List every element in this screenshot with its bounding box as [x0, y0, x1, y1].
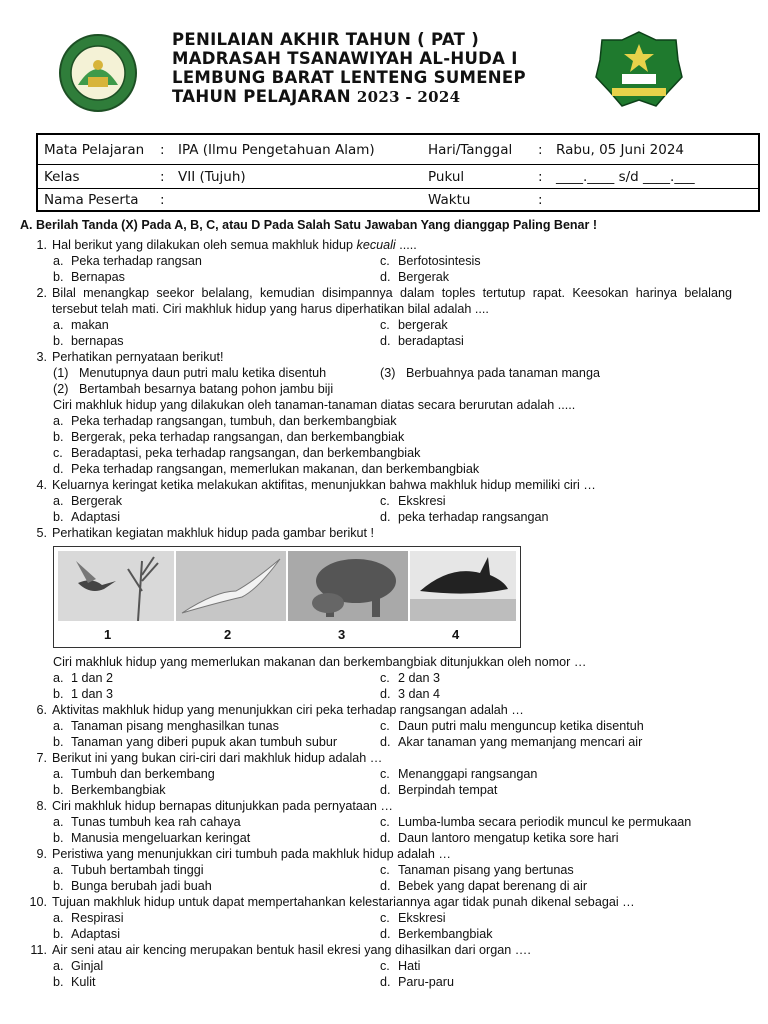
question-number: 2.: [36, 286, 47, 300]
seagull-photo: [176, 551, 286, 621]
option-d[interactable]: [380, 734, 730, 750]
statement-text: Bertambah besarnya batang pohon jambu biji: [79, 382, 334, 396]
question-5: [0, 525, 768, 541]
statement-1: [53, 365, 380, 381]
option-text: 1 dan 2: [71, 671, 114, 685]
statement-number: (2): [53, 382, 69, 396]
option-b[interactable]: [53, 686, 380, 702]
option-d[interactable]: [380, 926, 730, 942]
separator: :: [538, 168, 543, 185]
option-d[interactable]: [380, 878, 730, 894]
option-letter: b.: [53, 927, 64, 941]
question-10: [0, 894, 768, 910]
option-letter: a.: [53, 494, 64, 508]
separator: :: [538, 141, 543, 158]
option-b[interactable]: [53, 734, 380, 750]
option-c[interactable]: [380, 493, 730, 509]
option-c[interactable]: [380, 670, 730, 686]
option-letter: d.: [380, 975, 391, 989]
option-b[interactable]: [53, 333, 380, 349]
question-text: [52, 237, 732, 253]
option-c[interactable]: [380, 317, 730, 333]
option-text: 2 dan 3: [398, 671, 441, 685]
option-c[interactable]: [380, 253, 730, 269]
section-instruction: A. Berilah Tanda (X) Pada A, B, C, atau D Pada Salah Satu Jawaban Yang dianggap Paling Benar !: [20, 218, 597, 232]
option-a[interactable]: [0, 413, 768, 429]
option-letter: c.: [380, 959, 390, 973]
option-a[interactable]: [53, 317, 380, 333]
option-text: bergerak: [398, 318, 448, 332]
option-text: Bunga berubah jadi buah: [71, 879, 212, 893]
photo-label-1: 1: [104, 627, 112, 642]
title-line-4: [172, 87, 526, 107]
option-a[interactable]: [53, 493, 380, 509]
option-letter: a.: [53, 911, 64, 925]
option-text: Tanaman yang diberi pupuk akan tumbuh subur: [71, 735, 338, 749]
option-letter: b.: [53, 831, 64, 845]
question-11: [0, 942, 768, 958]
question-text: Perhatikan kegiatan makhluk hidup pada gambar berikut !: [52, 526, 375, 540]
subject-label: Mata Pelajaran: [44, 141, 145, 158]
option-text: Daun putri malu menguncup ketika disentuh: [398, 719, 644, 733]
option-text: Tumbuh dan berkembang: [71, 767, 215, 781]
option-letter: a.: [53, 959, 64, 973]
option-text: Bergerak, peka terhadap rangsangan, dan berkembangbiak: [71, 430, 405, 444]
option-text: Bergerak: [71, 494, 123, 508]
option-text: 1 dan 3: [71, 687, 114, 701]
statement-text: Menutupnya daun putri malu ketika disentuh: [79, 366, 327, 380]
option-letter: b.: [53, 975, 64, 989]
photo-label-4: 4: [452, 627, 460, 642]
option-letter: a.: [53, 254, 64, 268]
hummingbird-photo: [58, 551, 174, 621]
option-text: Paru-paru: [398, 975, 455, 989]
option-b[interactable]: [0, 429, 768, 445]
photo-label-2: 2: [224, 627, 232, 642]
orca-photo: [410, 551, 516, 621]
option-b[interactable]: [53, 926, 380, 942]
option-letter: d.: [380, 270, 391, 284]
question-9: [0, 846, 768, 862]
option-letter: d.: [380, 687, 391, 701]
question-text: Air seni atau air kencing merupakan bentuk hasil ekresi yang dihasilkan dari organ ….: [52, 943, 531, 957]
option-letter: b.: [53, 270, 64, 284]
option-letter: b.: [53, 879, 64, 893]
option-b[interactable]: [53, 974, 380, 990]
option-letter: b.: [53, 783, 64, 797]
option-text: Berkembangbiak: [398, 927, 493, 941]
exam-info-table: [36, 133, 760, 212]
option-text: Bernapas: [71, 270, 125, 284]
option-letter: a.: [53, 719, 64, 733]
option-c[interactable]: [380, 958, 730, 974]
separator: :: [160, 191, 165, 208]
option-letter: d.: [380, 334, 391, 348]
question-number: 8.: [36, 799, 47, 813]
option-letter: d.: [380, 783, 391, 797]
question-list: [0, 237, 768, 990]
question-number: 1.: [36, 238, 47, 252]
title-line-3: LEMBUNG BARAT LENTENG SUMENEP: [172, 68, 526, 87]
time-label: Pukul: [428, 168, 465, 185]
option-letter: c.: [380, 863, 390, 877]
option-b[interactable]: [53, 509, 380, 525]
option-d[interactable]: [380, 333, 730, 349]
option-text: Berpindah tempat: [398, 783, 498, 797]
option-letter: c.: [380, 318, 390, 332]
question-number: 6.: [36, 703, 47, 717]
option-text: Peka terhadap rangsan: [71, 254, 202, 268]
option-letter: c.: [380, 254, 390, 268]
question-text: Ciri makhluk hidup bernapas ditunjukkan pada pernyataan …: [52, 799, 393, 813]
info-row-class: [38, 165, 758, 189]
option-d[interactable]: [380, 269, 730, 285]
option-d[interactable]: [380, 686, 730, 702]
option-text: Respirasi: [71, 911, 124, 925]
option-letter: b.: [53, 687, 64, 701]
year-label: TAHUN PELAJARAN: [172, 87, 351, 106]
option-letter: d.: [380, 831, 391, 845]
question-followup: Ciri makhluk hidup yang memerlukan makanan dan berkembangbiak ditunjukkan oleh nomor …: [53, 655, 587, 669]
date-value: Rabu, 05 Juni 2024: [556, 141, 685, 158]
options-1: [0, 253, 768, 285]
option-text: Hati: [398, 959, 421, 973]
option-text: Ekskresi: [398, 494, 446, 508]
question-number: 5.: [36, 526, 47, 540]
option-c[interactable]: [380, 766, 730, 782]
option-c[interactable]: [380, 814, 730, 830]
question-number: 10.: [29, 895, 47, 909]
question-text-part: .....: [395, 238, 417, 252]
question-number: 4.: [36, 478, 47, 492]
question-text: Berikut ini yang bukan ciri-ciri dari makhluk hidup adalah …: [52, 751, 383, 765]
option-text: Berfotosintesis: [398, 254, 481, 268]
option-c[interactable]: [380, 910, 730, 926]
options-7: [0, 766, 768, 798]
option-a[interactable]: [53, 766, 380, 782]
elephants-photo: [288, 551, 408, 621]
option-text: Berkembangbiak: [71, 783, 166, 797]
option-letter: d.: [380, 879, 391, 893]
option-letter: c.: [380, 671, 390, 685]
option-letter: d.: [380, 510, 391, 524]
question-followup: Ciri makhluk hidup yang dilakukan oleh tanaman-tanaman diatas secara berurutan adalah .....: [53, 398, 576, 412]
statement-text: Berbuahnya pada tanaman manga: [406, 366, 600, 380]
option-text: Akar tanaman yang memanjang mencari air: [398, 735, 643, 749]
question-1: [0, 237, 768, 253]
option-text: Peka terhadap rangsangan, tumbuh, dan berkembangbiak: [71, 414, 397, 428]
option-letter: a.: [53, 815, 64, 829]
statements-3: [0, 365, 768, 381]
options-11: [0, 958, 768, 990]
option-text: Manusia mengeluarkan keringat: [71, 831, 251, 845]
option-letter: c.: [380, 494, 390, 508]
options-10: [0, 910, 768, 942]
animal-photo-strip: [53, 546, 521, 648]
statement-3: [380, 365, 730, 381]
question-text: Peristiwa yang menunjukkan ciri tumbuh pada makhluk hidup adalah …: [52, 847, 452, 861]
option-text: peka terhadap rangsangan: [398, 510, 549, 524]
option-d[interactable]: [0, 461, 768, 477]
option-c[interactable]: [380, 718, 730, 734]
statement-2: [0, 381, 768, 397]
option-letter: b.: [53, 430, 64, 444]
question-text: Bilal menangkap seekor belalang, kemudian disimpannya dalam toples tertutup rapat. Keesokan harinya belalang tersebut telah mati. Ciri makhluk hidup yang harus diperhatikan bilal adalah ....: [52, 286, 732, 316]
option-d[interactable]: [380, 509, 730, 525]
option-text: Ginjal: [71, 959, 104, 973]
option-letter: c.: [53, 446, 63, 460]
info-row-subject: [38, 135, 758, 165]
option-letter: d.: [53, 462, 64, 476]
info-row-name: [38, 189, 758, 210]
option-b[interactable]: [53, 269, 380, 285]
option-text: makan: [71, 318, 109, 332]
option-a[interactable]: [53, 958, 380, 974]
option-letter: a.: [53, 318, 64, 332]
option-text: Menanggapi rangsangan: [398, 767, 538, 781]
options-4: [0, 493, 768, 525]
question-2: [0, 285, 768, 317]
question-text: Perhatikan pernyataan berikut!: [52, 350, 224, 364]
option-text: Tanaman pisang menghasilkan tunas: [71, 719, 279, 733]
option-letter: a.: [53, 863, 64, 877]
subject-value: IPA (Ilmu Pengetahuan Alam): [178, 141, 375, 158]
option-letter: a.: [53, 414, 64, 428]
question-text: Aktivitas makhluk hidup yang menunjukkan ciri peka terhadap rangsangan adalah …: [52, 703, 524, 717]
option-c[interactable]: [0, 445, 768, 461]
date-label: Hari/Tanggal: [428, 141, 513, 158]
question-number: 9.: [36, 847, 47, 861]
option-text: Bebek yang dapat berenang di air: [398, 879, 588, 893]
option-text: Daun lantoro mengatup ketika sore hari: [398, 831, 619, 845]
exam-header: [0, 0, 768, 125]
option-letter: d.: [380, 927, 391, 941]
option-text: 3 dan 4: [398, 687, 441, 701]
title-line-1: PENILAIAN AKHIR TAHUN ( PAT ): [172, 30, 480, 49]
name-label: Nama Peserta: [44, 191, 139, 208]
option-b[interactable]: [53, 782, 380, 798]
photo-label-3: 3: [338, 627, 346, 642]
option-text: Peka terhadap rangsangan, memerlukan makanan, dan berkembangbiak: [71, 462, 480, 476]
option-letter: a.: [53, 671, 64, 685]
question-text: Keluarnya keringat ketika melakukan aktifitas, menunjukkan bahwa makhluk hidup memiliki ciri …: [52, 478, 596, 492]
options-6: [0, 718, 768, 750]
options-5: [0, 670, 768, 702]
exam-title: [172, 30, 526, 107]
option-text: Ekskresi: [398, 911, 446, 925]
duration-label: Waktu: [428, 191, 471, 208]
year-value: 2023 - 2024: [356, 88, 461, 106]
option-text: Adaptasi: [71, 927, 121, 941]
question-8: [0, 798, 768, 814]
option-c[interactable]: [380, 862, 730, 878]
question-6: [0, 702, 768, 718]
option-text: Beradaptasi, peka terhadap rangsangan, dan berkembangbiak: [71, 446, 421, 460]
option-letter: c.: [380, 815, 390, 829]
option-letter: b.: [53, 510, 64, 524]
option-text: Tanaman pisang yang bertunas: [398, 863, 574, 877]
class-value: VII (Tujuh): [178, 168, 246, 185]
separator: :: [538, 191, 543, 208]
class-label: Kelas: [44, 168, 80, 185]
option-b[interactable]: [53, 830, 380, 846]
question-number: 11.: [30, 943, 47, 957]
kemenag-logo-icon: [594, 30, 684, 108]
question-3: [0, 349, 768, 365]
separator: :: [160, 168, 165, 185]
option-d[interactable]: [380, 782, 730, 798]
options-2: [0, 317, 768, 349]
school-logo-icon: [58, 33, 138, 113]
option-a[interactable]: [53, 718, 380, 734]
question-4: [0, 477, 768, 493]
option-text: Lumba-lumba secara periodik muncul ke permukaan: [398, 815, 692, 829]
option-a[interactable]: [53, 253, 380, 269]
option-text: beradaptasi: [398, 334, 464, 348]
option-letter: c.: [380, 719, 390, 733]
question-number: 3.: [36, 350, 47, 364]
option-letter: d.: [380, 735, 391, 749]
option-d[interactable]: [380, 974, 730, 990]
option-text: bernapas: [71, 334, 124, 348]
option-a[interactable]: [53, 910, 380, 926]
option-text: Kulit: [71, 975, 96, 989]
option-b[interactable]: [53, 878, 380, 894]
option-letter: c.: [380, 767, 390, 781]
title-line-2: MADRASAH TSANAWIYAH AL-HUDA I: [172, 49, 518, 68]
question-7: [0, 750, 768, 766]
statement-number: (3): [380, 366, 396, 380]
separator: :: [160, 141, 165, 158]
question-text: Tujuan makhluk hidup untuk dapat mempertahankan kelestariannya agar tidak punah dikenal sebagai …: [52, 895, 635, 909]
question-text-part: Hal berikut yang dilakukan oleh semua makhluk hidup: [52, 238, 357, 252]
option-a[interactable]: [53, 670, 380, 686]
statement-number: (1): [53, 366, 69, 380]
option-letter: b.: [53, 735, 64, 749]
time-value: ____.____ s/d ____.___: [556, 168, 695, 185]
option-text: Adaptasi: [71, 510, 121, 524]
option-text: Bergerak: [398, 270, 450, 284]
options-9: [0, 862, 768, 894]
option-letter: c.: [380, 911, 390, 925]
option-letter: a.: [53, 767, 64, 781]
option-d[interactable]: [380, 830, 730, 846]
option-a[interactable]: [53, 814, 380, 830]
question-number: 7.: [36, 751, 47, 765]
option-text: Tunas tumbuh kea rah cahaya: [71, 815, 241, 829]
option-text: Tubuh bertambah tinggi: [71, 863, 204, 877]
option-letter: b.: [53, 334, 64, 348]
question-text-emphasis: kecuali: [356, 238, 396, 252]
options-8: [0, 814, 768, 846]
option-a[interactable]: [53, 862, 380, 878]
